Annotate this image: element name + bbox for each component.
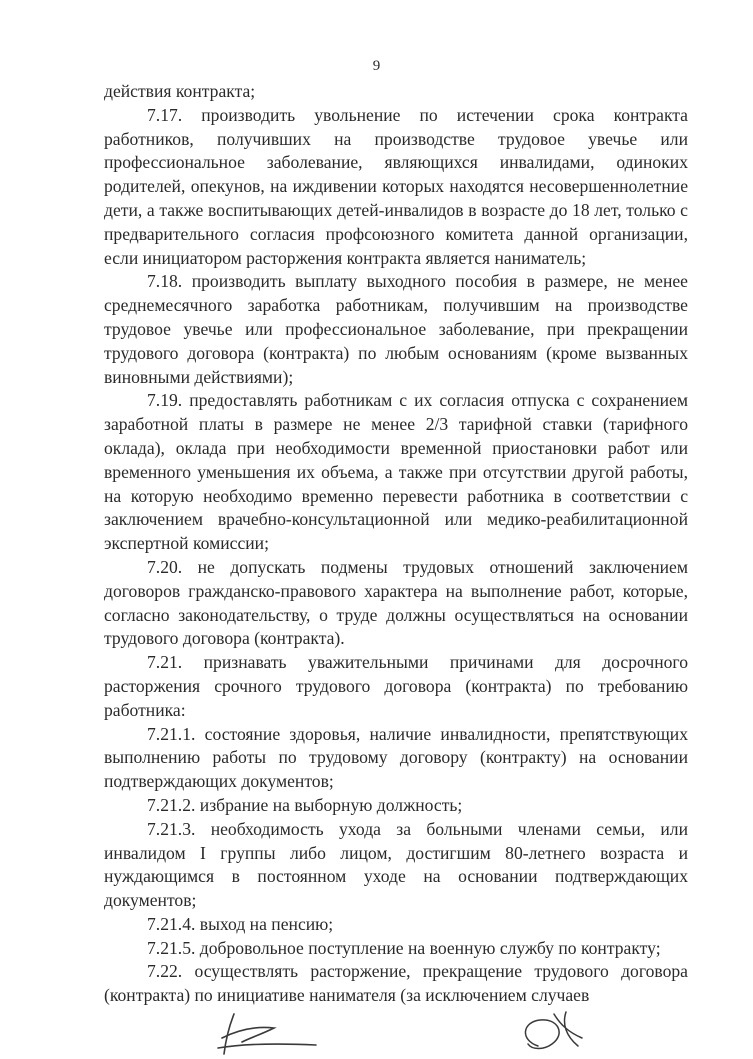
page-number: 9 [372, 58, 381, 74]
paragraph-7-19: 7.19. предоставлять работникам с их согласия отпуска с сохранением заработной платы в размере не менее 2/3 тарифной ставки (тарифного оклада), оклада при необходимости временной приостановки работ или временного уменьшения их объема, а также при отсутствии другой работы, на которую необходимо временно перевести работника в соответствии с заключением врачебно-консультационной или медико-реабилитационной экспертной комиссии; [104, 390, 688, 554]
handwritten-signature-left [212, 1008, 322, 1059]
paragraph-7-21-4: 7.21.4. выход на пенсию; [147, 913, 334, 934]
paragraph-7-22: 7.22. осуществлять расторжение, прекращение трудового договора (контракта) по инициативе нанимателя (за исключением случаев [104, 961, 688, 1006]
paragraph-7-21-2: 7.21.2. избрание на выборную должность; [147, 794, 463, 815]
paragraph-continuation: действия контракта; [104, 81, 256, 101]
paragraph-7-17: 7.17. производить увольнение по истечении срока контракта работников, получивших на производстве трудовое увечье или профессиональное заболевание, являющихся инвалидами, одиноких родителей, опекунов, на иждивении которых находятся несовершеннолетние дети, а также воспитывающих детей-инвалидов в возрасте до 18 лет, только с предварительного согласия профсоюзного комитета данной организации, если инициатором расторжения контракта является наниматель; [104, 104, 688, 268]
document-body [104, 80, 688, 1008]
paragraph-7-21-1: 7.21.1. состояние здоровья, наличие инвалидности, препятствующих выполнению работы по трудовому договору (контракту) на основании подтверждающих документов; [104, 723, 688, 792]
paragraph-7-18: 7.18. производить выплату выходного пособия в размере, не менее среднемесячного заработка работникам, получившим на производстве трудовое увечье или профессиональное заболевание, при прекращении трудового договора (контракта) по любым основаниям (кроме вызванных виновными действиями); [104, 271, 688, 387]
paragraph-7-21-3: 7.21.3. необходимость ухода за больными членами семьи, или инвалидом I группы либо лицом, достигшим 80-летнего возраста и нуждающимся в постоянном уходе на основании подтверждающих документов; [104, 818, 688, 911]
paragraph-7-21-5: 7.21.5. добровольное поступление на военную службу по контракту; [147, 937, 661, 958]
paragraph-7-20: 7.20. не допускать подмены трудовых отношений заключением договоров гражданско-правового характера на выполнение работ, которые, согласно законодательству, о труде должны осуществляться на основании трудового договора (контракта). [104, 556, 688, 649]
handwritten-signature-right [508, 1006, 598, 1059]
paragraph-7-21: 7.21. признавать уважительными причинами для досрочного расторжения срочного трудового договора (контракта) по требованию работника: [104, 652, 688, 720]
